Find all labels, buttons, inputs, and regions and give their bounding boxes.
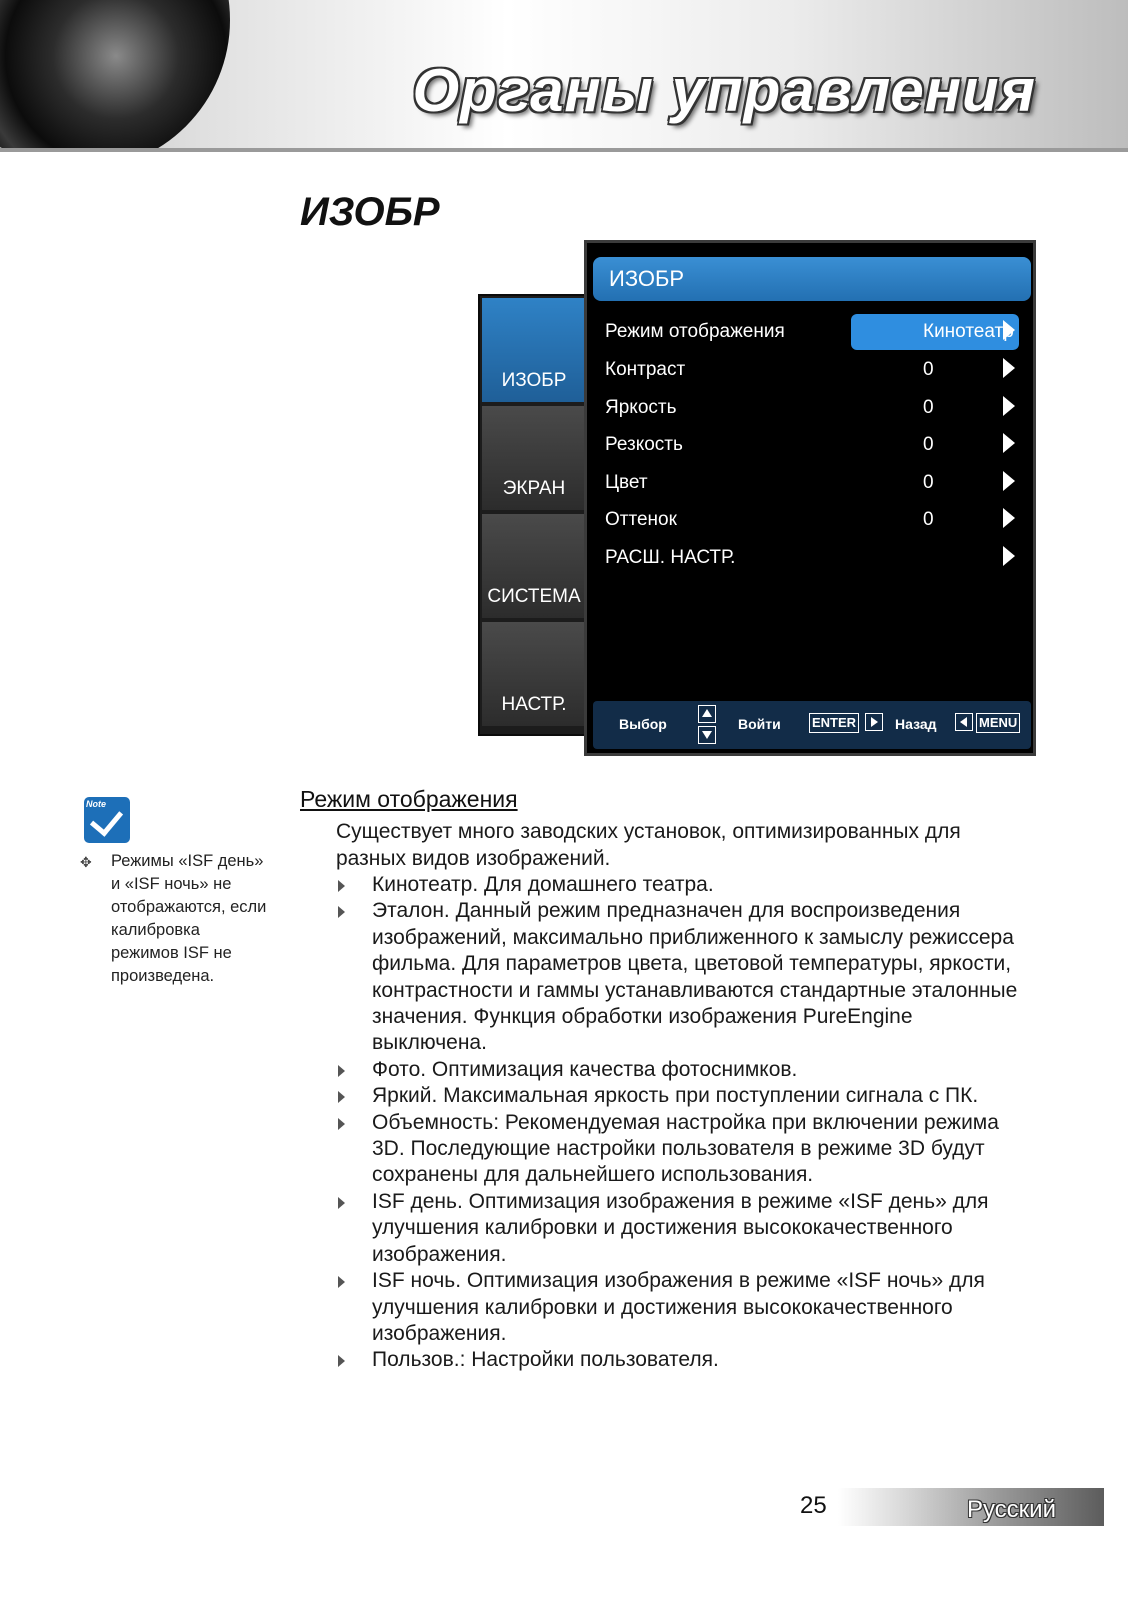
right-arrow-icon[interactable]: [1003, 358, 1015, 378]
osd-row-advanced[interactable]: [605, 539, 1025, 575]
note-icon: [84, 797, 130, 843]
section-title: ИЗОБР: [300, 190, 440, 234]
list-item: Яркий. Максимальная яркость при поступлении сигнала с ПК.: [336, 1083, 1026, 1109]
osd-tab-rail: [478, 294, 592, 736]
chapter-title: Органы управления: [412, 57, 1036, 124]
osd-row-label: Контраст: [605, 359, 686, 380]
enter-key-icon: ENTER: [809, 713, 859, 733]
osd-row-value: 0: [923, 472, 934, 493]
subsection-title: Режим отображения: [300, 786, 518, 812]
osd-row-color[interactable]: [605, 464, 1025, 500]
intro-paragraph: Существует много заводских установок, оптимизированных для разных видов изображений.: [336, 820, 961, 870]
right-arrow-icon[interactable]: [1003, 471, 1015, 491]
osd-header: ИЗОБР: [593, 257, 1031, 301]
osd-tab-system[interactable]: СИСТЕМА: [482, 514, 586, 618]
osd-row-label: Оттенок: [605, 509, 677, 530]
hint-back: Назад: [895, 716, 937, 732]
osd-row-contrast[interactable]: [605, 351, 1025, 387]
menu-key-icon: MENU: [976, 713, 1020, 733]
osd-row-value: 0: [923, 359, 934, 380]
banner-divider: [0, 148, 1128, 152]
osd-row-tint[interactable]: [605, 501, 1025, 537]
right-arrow-icon[interactable]: [1003, 396, 1015, 416]
osd-tab-image[interactable]: ИЗОБР: [482, 298, 586, 402]
lens-image: [0, 0, 230, 152]
mode-list: [336, 872, 1026, 1374]
header-banner: [0, 0, 1128, 152]
osd-tab-screen[interactable]: ЭКРАН: [482, 406, 586, 510]
osd-row-label: РАСШ. НАСТР.: [605, 547, 736, 568]
list-item: Объемность: Рекомендуемая настройка при включении режима 3D. Последующие настройки пользователя в режиме 3D будут сохранены для дальнейшего использования.: [336, 1110, 1026, 1189]
up-down-keys-icon: [698, 705, 716, 745]
diamond-bullet-icon: ✥: [80, 854, 92, 870]
osd-row-label: Режим отображения: [605, 321, 785, 342]
osd-row-label: Цвет: [605, 472, 648, 493]
osd-row-label: Резкость: [605, 434, 683, 455]
language-label: Русский: [966, 1496, 1056, 1523]
osd-row-sharpness[interactable]: [605, 426, 1025, 462]
left-key-icon: [955, 713, 973, 731]
osd-row-value: 0: [923, 509, 934, 530]
hint-enter: Войти: [738, 716, 781, 732]
osd-row-label: Яркость: [605, 397, 677, 418]
note-tag: Note: [86, 799, 106, 809]
right-key-icon: [865, 713, 883, 731]
right-arrow-icon[interactable]: [1003, 433, 1015, 453]
osd-row-value: 0: [923, 397, 934, 418]
osd-row-brightness[interactable]: [605, 389, 1025, 425]
list-item: Фото. Оптимизация качества фотоснимков.: [336, 1057, 1026, 1083]
note-text: Режимы «ISF день» и «ISF ночь» не отображаются, если калибровка режимов ISF не произведена.: [111, 852, 267, 985]
right-arrow-icon[interactable]: [1003, 320, 1015, 340]
list-item: ISF день. Оптимизация изображения в режиме «ISF день» для улучшения калибровки и достижения высококачественного изображения.: [336, 1189, 1026, 1268]
right-arrow-icon[interactable]: [1003, 508, 1015, 528]
list-item: Эталон. Данный режим предназначен для воспроизведения изображений, максимально приближенного к замыслу режиссера фильма. Для параметров цвета, цветовой температуры, яркости, контрастности и гаммы устанавливаются стандартные эталонные значения. Функция обработки изображения PureEngine выключена.: [336, 898, 1026, 1056]
right-arrow-icon[interactable]: [1003, 546, 1015, 566]
list-item: Кинотеатр. Для домашнего театра.: [336, 872, 1026, 898]
osd-footer-hints: [593, 701, 1031, 749]
osd-menu-panel: [584, 240, 1036, 756]
osd-row-display-mode[interactable]: [605, 313, 1025, 349]
list-item: ISF ночь. Оптимизация изображения в режиме «ISF ночь» для улучшения калибровки и достижения высококачественного изображения.: [336, 1268, 1026, 1347]
page-number: 25: [800, 1492, 827, 1519]
osd-row-value: Кинотеатр: [923, 321, 1014, 342]
hint-select: Выбор: [619, 716, 667, 732]
osd-row-value: 0: [923, 434, 934, 455]
list-item: Пользов.: Настройки пользователя.: [336, 1347, 1026, 1373]
osd-tab-setup[interactable]: НАСТР.: [482, 622, 586, 726]
